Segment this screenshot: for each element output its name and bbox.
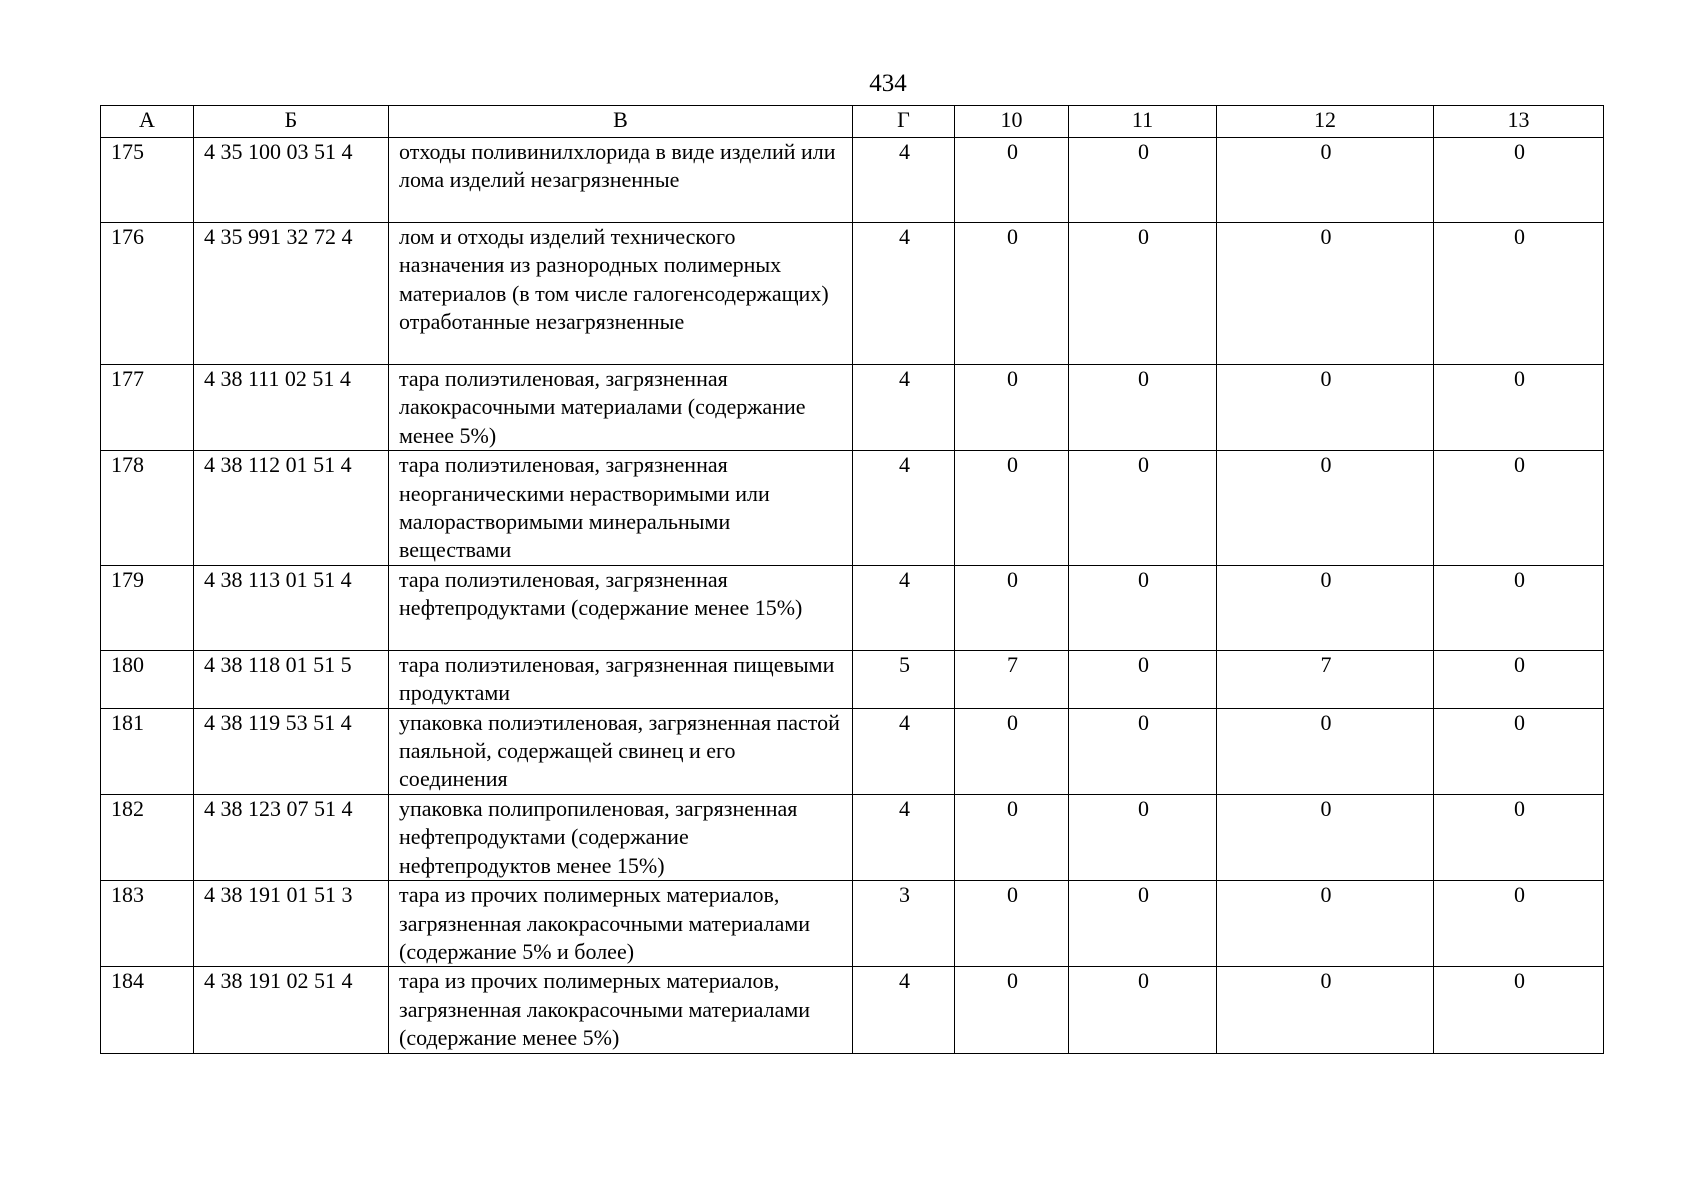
cell-col-12: 0 bbox=[1217, 967, 1434, 1053]
cell-col-13: 0 bbox=[1434, 138, 1604, 223]
cell-col-g: 4 bbox=[853, 967, 955, 1053]
cell-code: 4 38 112 01 51 4 bbox=[194, 451, 389, 566]
cell-col-11: 0 bbox=[1069, 967, 1217, 1053]
cell-col-11: 0 bbox=[1069, 708, 1217, 794]
cell-col-11: 0 bbox=[1069, 565, 1217, 650]
header-col-13: 13 bbox=[1434, 106, 1604, 138]
cell-number: 181 bbox=[101, 708, 194, 794]
header-col-g: Г bbox=[853, 106, 955, 138]
table-row bbox=[101, 138, 1604, 223]
cell-number: 184 bbox=[101, 967, 194, 1053]
cell-col-g: 4 bbox=[853, 365, 955, 451]
cell-col-10: 0 bbox=[955, 794, 1069, 880]
cell-code: 4 38 191 01 51 3 bbox=[194, 881, 389, 967]
cell-col-13: 0 bbox=[1434, 565, 1604, 650]
table-row bbox=[101, 565, 1604, 650]
cell-col-12: 0 bbox=[1217, 708, 1434, 794]
cell-col-11: 0 bbox=[1069, 451, 1217, 566]
cell-number: 177 bbox=[101, 365, 194, 451]
cell-col-10: 0 bbox=[955, 708, 1069, 794]
cell-col-10: 0 bbox=[955, 223, 1069, 365]
cell-col-13: 0 bbox=[1434, 365, 1604, 451]
table-row bbox=[101, 967, 1604, 1053]
cell-col-13: 0 bbox=[1434, 451, 1604, 566]
cell-col-13: 0 bbox=[1434, 708, 1604, 794]
cell-col-10: 0 bbox=[955, 138, 1069, 223]
cell-code: 4 38 111 02 51 4 bbox=[194, 365, 389, 451]
cell-number: 179 bbox=[101, 565, 194, 650]
cell-col-12: 0 bbox=[1217, 365, 1434, 451]
cell-col-13: 0 bbox=[1434, 650, 1604, 708]
waste-table bbox=[100, 105, 1604, 1054]
cell-number: 183 bbox=[101, 881, 194, 967]
cell-col-g: 4 bbox=[853, 708, 955, 794]
cell-col-12: 0 bbox=[1217, 565, 1434, 650]
header-col-v: В bbox=[389, 106, 853, 138]
cell-col-g: 4 bbox=[853, 451, 955, 566]
cell-col-13: 0 bbox=[1434, 794, 1604, 880]
table-body bbox=[101, 138, 1604, 1054]
header-col-10: 10 bbox=[955, 106, 1069, 138]
cell-description: тара из прочих полимерных материалов, загрязненная лакокрасочными материалами (содержание 5% и более) bbox=[389, 881, 853, 967]
cell-col-g: 4 bbox=[853, 794, 955, 880]
header-row bbox=[101, 106, 1604, 138]
table-row bbox=[101, 708, 1604, 794]
header-col-12: 12 bbox=[1217, 106, 1434, 138]
cell-description: тара из прочих полимерных материалов, загрязненная лакокрасочными материалами (содержание менее 5%) bbox=[389, 967, 853, 1053]
cell-number: 182 bbox=[101, 794, 194, 880]
cell-code: 4 38 123 07 51 4 bbox=[194, 794, 389, 880]
cell-code: 4 38 113 01 51 4 bbox=[194, 565, 389, 650]
cell-number: 176 bbox=[101, 223, 194, 365]
cell-description: тара полиэтиленовая, загрязненная пищевыми продуктами bbox=[389, 650, 853, 708]
cell-code: 4 38 191 02 51 4 bbox=[194, 967, 389, 1053]
cell-description: лом и отходы изделий технического назначения из разнородных полимерных материалов (в том числе галогенсодержащих) отработанные незагрязненные bbox=[389, 223, 853, 365]
cell-col-10: 0 bbox=[955, 365, 1069, 451]
cell-description: упаковка полиэтиленовая, загрязненная пастой паяльной, содержащей свинец и его соединения bbox=[389, 708, 853, 794]
header-col-b: Б bbox=[194, 106, 389, 138]
cell-col-12: 7 bbox=[1217, 650, 1434, 708]
cell-col-g: 5 bbox=[853, 650, 955, 708]
cell-description: тара полиэтиленовая, загрязненная лакокрасочными материалами (содержание менее 5%) bbox=[389, 365, 853, 451]
cell-code: 4 35 991 32 72 4 bbox=[194, 223, 389, 365]
cell-col-10: 7 bbox=[955, 650, 1069, 708]
cell-col-12: 0 bbox=[1217, 223, 1434, 365]
table-header bbox=[101, 106, 1604, 138]
cell-col-13: 0 bbox=[1434, 223, 1604, 365]
cell-number: 175 bbox=[101, 138, 194, 223]
table-row bbox=[101, 881, 1604, 967]
cell-col-13: 0 bbox=[1434, 881, 1604, 967]
cell-code: 4 38 118 01 51 5 bbox=[194, 650, 389, 708]
cell-col-g: 3 bbox=[853, 881, 955, 967]
cell-col-12: 0 bbox=[1217, 794, 1434, 880]
cell-col-11: 0 bbox=[1069, 138, 1217, 223]
cell-col-10: 0 bbox=[955, 881, 1069, 967]
header-col-11: 11 bbox=[1069, 106, 1217, 138]
table-row bbox=[101, 451, 1604, 566]
cell-col-g: 4 bbox=[853, 565, 955, 650]
cell-col-12: 0 bbox=[1217, 881, 1434, 967]
cell-number: 180 bbox=[101, 650, 194, 708]
cell-description: отходы поливинилхлорида в виде изделий или лома изделий незагрязненные bbox=[389, 138, 853, 223]
cell-col-11: 0 bbox=[1069, 881, 1217, 967]
cell-code: 4 38 119 53 51 4 bbox=[194, 708, 389, 794]
cell-col-10: 0 bbox=[955, 967, 1069, 1053]
cell-code: 4 35 100 03 51 4 bbox=[194, 138, 389, 223]
table-row bbox=[101, 365, 1604, 451]
cell-col-11: 0 bbox=[1069, 365, 1217, 451]
cell-description: тара полиэтиленовая, загрязненная неорганическими нерастворимыми или малорастворимыми минеральными веществами bbox=[389, 451, 853, 566]
header-col-a: А bbox=[101, 106, 194, 138]
cell-description: упаковка полипропиленовая, загрязненная нефтепродуктами (содержание нефтепродуктов менее 15%) bbox=[389, 794, 853, 880]
cell-col-12: 0 bbox=[1217, 138, 1434, 223]
cell-col-g: 4 bbox=[853, 138, 955, 223]
table-row bbox=[101, 794, 1604, 880]
cell-number: 178 bbox=[101, 451, 194, 566]
cell-col-10: 0 bbox=[955, 451, 1069, 566]
table-row bbox=[101, 223, 1604, 365]
cell-col-11: 0 bbox=[1069, 650, 1217, 708]
cell-col-10: 0 bbox=[955, 565, 1069, 650]
cell-col-11: 0 bbox=[1069, 794, 1217, 880]
cell-col-g: 4 bbox=[853, 223, 955, 365]
cell-description: тара полиэтиленовая, загрязненная нефтепродуктами (содержание менее 15%) bbox=[389, 565, 853, 650]
table-row bbox=[101, 650, 1604, 708]
cell-col-12: 0 bbox=[1217, 451, 1434, 566]
cell-col-11: 0 bbox=[1069, 223, 1217, 365]
cell-col-13: 0 bbox=[1434, 967, 1604, 1053]
page-number: 434 bbox=[869, 70, 907, 97]
